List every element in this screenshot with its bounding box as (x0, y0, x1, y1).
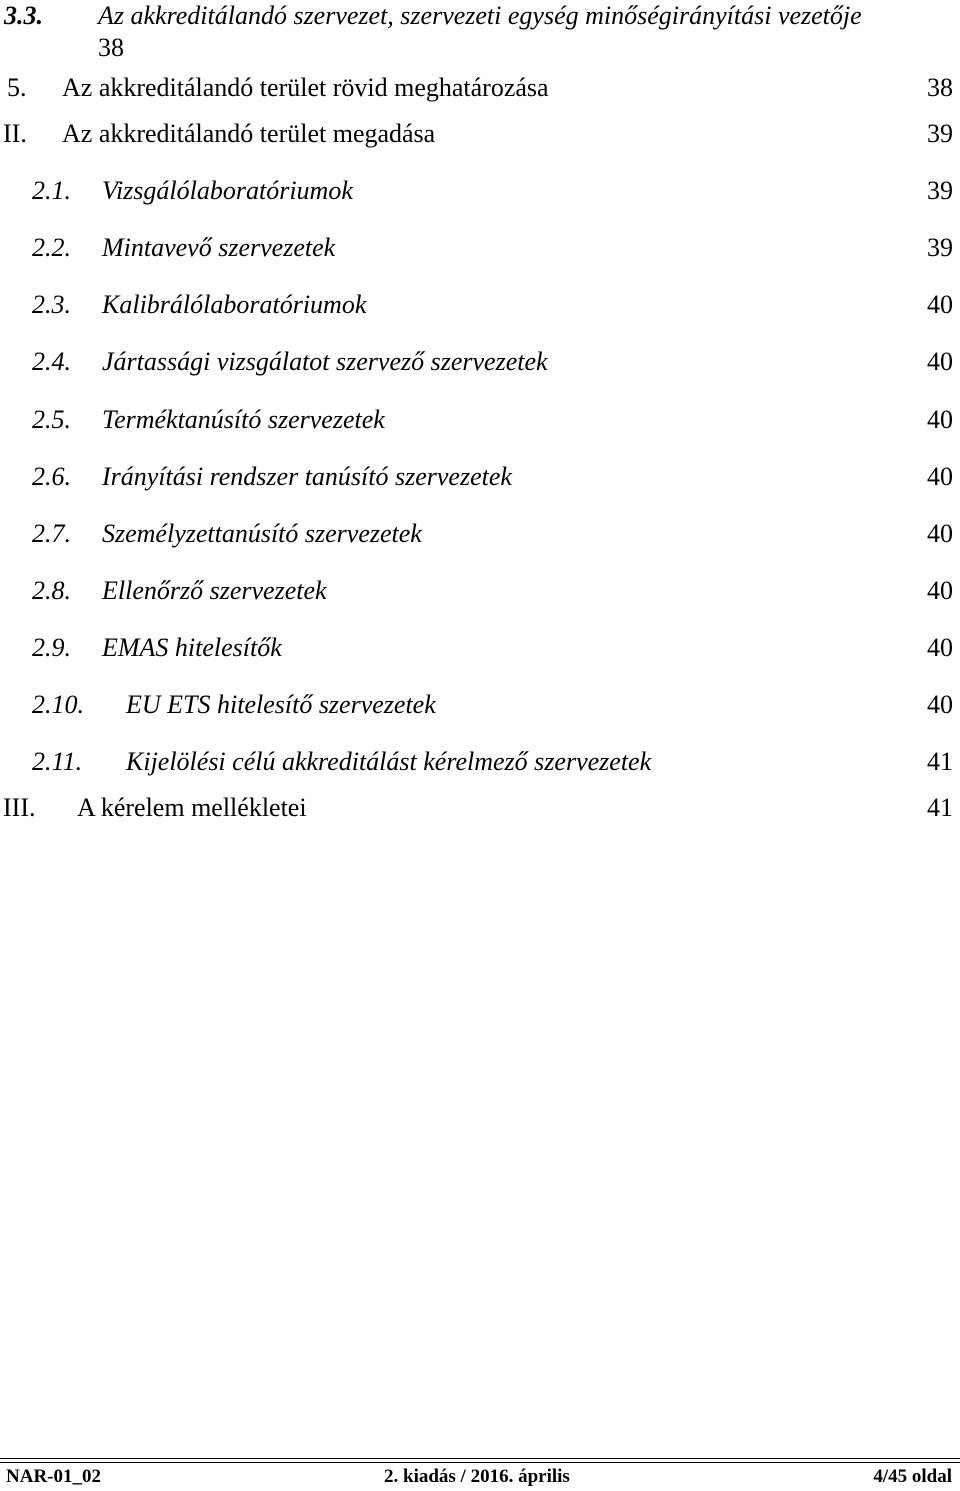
toc-entry-title: Jártassági vizsgálatot szervező szervezetek (102, 347, 548, 376)
toc-entry-number: 2.1. (32, 176, 71, 205)
toc-entry-page: 38 (98, 33, 124, 62)
toc-entry-page: 38 (927, 73, 953, 102)
toc-entry-number: II. (3, 119, 27, 148)
page-footer (0, 1465, 960, 1489)
toc-entry[interactable] (0, 571, 960, 611)
toc-entry[interactable] (0, 342, 960, 382)
toc-entry-page: 40 (927, 347, 953, 376)
toc-entry[interactable] (0, 171, 960, 211)
toc-entry-title: Az akkreditálandó szervezet, szervezeti egység minőségirányítási vezetője (98, 1, 862, 30)
toc-entry-title: EMAS hitelesítők (102, 633, 282, 662)
toc-entry-page: 40 (927, 633, 953, 662)
toc-entry-page: 41 (927, 747, 953, 776)
toc-entry-number: III. (3, 793, 36, 822)
toc-entry-number: 2.6. (32, 462, 71, 491)
toc-entry-page: 39 (927, 119, 953, 148)
toc-entry[interactable] (0, 788, 960, 828)
toc-entry-page: 40 (927, 462, 953, 491)
toc-entry-title: A kérelem mellékletei (77, 793, 307, 822)
toc-entry-page: 40 (927, 290, 953, 319)
toc-entry-title: Kalibrálólaboratóriumok (102, 290, 367, 319)
toc-entry-title: Irányítási rendszer tanúsító szervezetek (102, 462, 512, 491)
toc-entry[interactable] (0, 742, 960, 782)
toc-entry-title: Vizsgálólaboratóriumok (102, 176, 353, 205)
toc-entry-page: 40 (927, 690, 953, 719)
toc-entry-number: 2.9. (32, 633, 71, 662)
toc-entry-number: 2.5. (32, 405, 71, 434)
toc-entry[interactable] (0, 285, 960, 325)
toc-entry-title: Személyzettanúsító szervezetek (102, 519, 422, 548)
toc-entry-number: 5. (7, 73, 27, 102)
toc-entry-number: 2.2. (32, 233, 71, 262)
toc-entry-page: 41 (927, 793, 953, 822)
toc-entry-number: 2.10. (32, 690, 84, 719)
toc-entry-number: 2.4. (32, 347, 71, 376)
toc-entry-page: 40 (927, 405, 953, 434)
toc-entry-title: Az akkreditálandó terület megadása (62, 119, 436, 148)
toc-entry-title: EU ETS hitelesítő szervezetek (126, 690, 436, 719)
toc-entry[interactable] (0, 457, 960, 497)
toc-entry-number: 2.11. (32, 747, 83, 776)
footer-divider (0, 1462, 960, 1463)
footer-divider (0, 1458, 960, 1459)
toc-entry-title: Ellenőrző szervezetek (102, 576, 327, 605)
toc-entry[interactable] (0, 685, 960, 725)
toc-entry-number: 2.3. (32, 290, 71, 319)
toc-entry[interactable] (0, 400, 960, 440)
toc-entry-number: 2.7. (32, 519, 71, 548)
toc-entry-page: 39 (927, 176, 953, 205)
toc-entry-page: 39 (927, 233, 953, 262)
toc-entry-title: Terméktanúsító szervezetek (102, 405, 385, 434)
toc-entry[interactable] (0, 68, 960, 108)
toc-entry-title: Az akkreditálandó terület rövid meghatározása (62, 73, 549, 102)
toc-entry[interactable] (0, 514, 960, 554)
toc-entry-title: Mintavevő szervezetek (102, 233, 336, 262)
footer-page-number: 4/45 oldal (873, 1466, 952, 1487)
toc-entry[interactable] (0, 114, 960, 154)
toc-entry-number: 2.8. (32, 576, 71, 605)
toc-entry-number: 3.3. (4, 1, 43, 30)
toc-entry-page-wrapped[interactable] (0, 28, 960, 68)
footer-doc-id: NAR-01_02 (6, 1466, 101, 1487)
footer-edition: 2. kiadás / 2016. április (384, 1466, 570, 1487)
toc-entry-page: 40 (927, 519, 953, 548)
toc-entry[interactable] (0, 628, 960, 668)
toc-entry-title: Kijelölési célú akkreditálást kérelmező szervezetek (126, 747, 652, 776)
toc-entry-page: 40 (927, 576, 953, 605)
toc-entry[interactable] (0, 228, 960, 268)
